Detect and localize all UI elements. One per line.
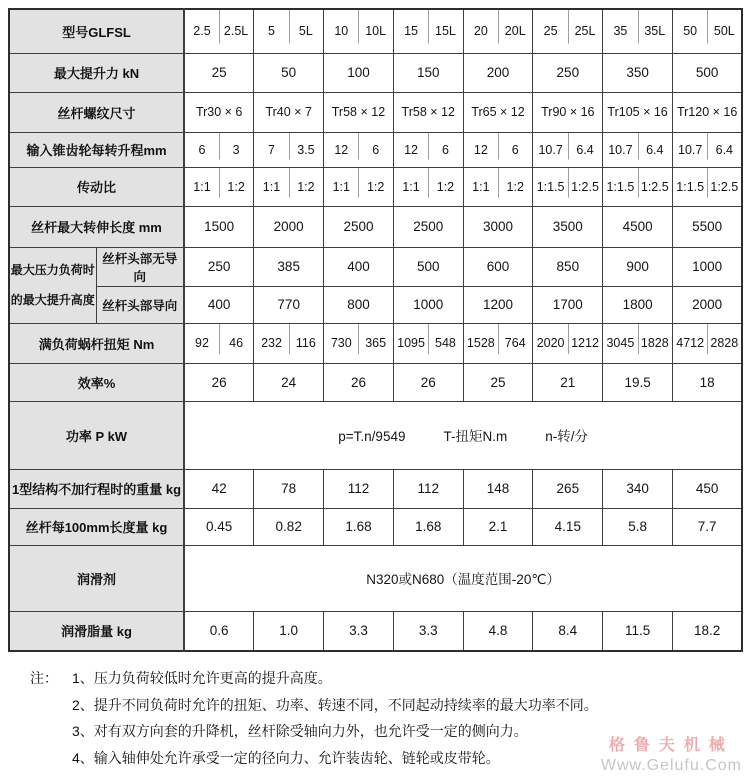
note-text-4: 4、输入轴伸处允许承受一定的径向力、允许装齿轮、链轮或皮带轮。 <box>72 749 500 766</box>
row-label-lubricant: 润滑剂 <box>9 545 184 611</box>
row-label-efficiency: 效率% <box>9 363 184 401</box>
cell-max-lift-force-2: 100 <box>324 53 394 92</box>
watermark-brand: 格鲁夫机械 <box>608 737 734 754</box>
row-worm-torque <box>9 323 742 363</box>
cell-thread-size-7: Tr120 × 16 <box>672 92 742 132</box>
cell-ratio-0: 1:1 <box>184 167 219 206</box>
cell-height-guided-0: 400 <box>184 286 254 323</box>
cell-ratio-14: 1:1.5 <box>672 167 707 206</box>
cell-height-guided-5: 1700 <box>533 286 603 323</box>
row-max-extend <box>9 206 742 247</box>
cell-worm-torque-9: 764 <box>498 323 533 363</box>
cell-max-lift-force-5: 250 <box>533 53 603 92</box>
row-screw-weight-per-100mm <box>9 508 742 545</box>
cell-lift-per-rev-14: 10.7 <box>672 132 707 167</box>
cell-max-lift-force-4: 200 <box>463 53 533 92</box>
model-50L: 50L <box>707 9 742 53</box>
cell-worm-torque-3: 116 <box>289 323 324 363</box>
cell-efficiency-6: 19.5 <box>603 363 673 401</box>
power-segment: T-扭矩N.m <box>443 429 508 444</box>
power-segment: p=T.n/9549 <box>338 429 406 444</box>
cell-power <box>184 401 742 469</box>
notes-prefix: 注： <box>30 670 58 686</box>
cell-screw-weight-per-100mm-2: 1.68 <box>324 508 394 545</box>
row-weight-no-stroke <box>9 469 742 508</box>
row-height-guided <box>9 286 742 323</box>
cell-worm-torque-8: 1528 <box>463 323 498 363</box>
cell-height-unguided-6: 900 <box>603 247 673 286</box>
model-25L: 25L <box>568 9 603 53</box>
cell-height-guided-2: 800 <box>324 286 394 323</box>
sub-label-height-guided: 丝杆头部导向 <box>96 286 184 323</box>
cell-height-unguided-2: 400 <box>324 247 394 286</box>
cell-weight-no-stroke-0: 42 <box>184 469 254 508</box>
cell-worm-torque-7: 548 <box>428 323 463 363</box>
group-label-height-unguided: 最大压力负荷时的最大提升高度 <box>9 247 96 323</box>
cell-lift-per-rev-15: 6.4 <box>707 132 742 167</box>
cell-worm-torque-0: 92 <box>184 323 219 363</box>
cell-lift-per-rev-5: 6 <box>358 132 393 167</box>
cell-height-guided-3: 1000 <box>393 286 463 323</box>
cell-thread-size-5: Tr90 × 16 <box>533 92 603 132</box>
cell-ratio-1: 1:2 <box>219 167 254 206</box>
spec-table <box>8 8 743 652</box>
cell-ratio-3: 1:2 <box>289 167 324 206</box>
spec-sheet <box>0 8 750 774</box>
watermark <box>601 736 742 776</box>
cell-thread-size-3: Tr58 × 12 <box>393 92 463 132</box>
model-25: 25 <box>533 9 568 53</box>
cell-weight-no-stroke-6: 340 <box>603 469 673 508</box>
cell-max-extend-4: 3000 <box>463 206 533 247</box>
row-label-worm-torque: 满负荷蜗杆扭矩 Nm <box>9 323 184 363</box>
cell-grease-amount-5: 8.4 <box>533 611 603 651</box>
lubricant-segment: N320或N680（温度范围-20℃） <box>366 572 560 587</box>
cell-grease-amount-0: 0.6 <box>184 611 254 651</box>
row-label-weight-no-stroke: 1型结构不加行程时的重量 kg <box>9 469 184 508</box>
cell-lift-per-rev-7: 6 <box>428 132 463 167</box>
cell-max-extend-1: 2000 <box>254 206 324 247</box>
cell-height-unguided-7: 1000 <box>672 247 742 286</box>
cell-max-extend-7: 5500 <box>672 206 742 247</box>
row-label-grease-amount: 润滑脂量 kg <box>9 611 184 651</box>
row-lubricant <box>9 545 742 611</box>
cell-lift-per-rev-8: 12 <box>463 132 498 167</box>
cell-ratio-9: 1:2 <box>498 167 533 206</box>
power-segment: n-转/分 <box>545 429 588 444</box>
model-2.5: 2.5 <box>184 9 219 53</box>
cell-weight-no-stroke-7: 450 <box>672 469 742 508</box>
cell-efficiency-3: 26 <box>393 363 463 401</box>
cell-grease-amount-1: 1.0 <box>254 611 324 651</box>
cell-ratio-5: 1:2 <box>358 167 393 206</box>
model-50: 50 <box>672 9 707 53</box>
cell-worm-torque-14: 4712 <box>672 323 707 363</box>
row-label-max-extend: 丝杆最大转伸长度 mm <box>9 206 184 247</box>
cell-lift-per-rev-6: 12 <box>393 132 428 167</box>
cell-max-lift-force-1: 50 <box>254 53 324 92</box>
model-5: 5 <box>254 9 289 53</box>
cell-ratio-8: 1:1 <box>463 167 498 206</box>
cell-lift-per-rev-1: 3 <box>219 132 254 167</box>
cell-max-lift-force-6: 350 <box>603 53 673 92</box>
cell-worm-torque-10: 2020 <box>533 323 568 363</box>
cell-height-unguided-5: 850 <box>533 247 603 286</box>
cell-lift-per-rev-3: 3.5 <box>289 132 324 167</box>
cell-lift-per-rev-4: 12 <box>324 132 359 167</box>
row-ratio <box>9 167 742 206</box>
cell-max-extend-5: 3500 <box>533 206 603 247</box>
row-label-models: 型号GLFSL <box>9 9 184 53</box>
cell-lift-per-rev-9: 6 <box>498 132 533 167</box>
cell-thread-size-2: Tr58 × 12 <box>324 92 394 132</box>
cell-thread-size-6: Tr105 × 16 <box>603 92 673 132</box>
cell-max-extend-3: 2500 <box>393 206 463 247</box>
cell-worm-torque-4: 730 <box>324 323 359 363</box>
cell-lubricant <box>184 545 742 611</box>
cell-screw-weight-per-100mm-4: 2.1 <box>463 508 533 545</box>
cell-height-guided-6: 1800 <box>603 286 673 323</box>
row-efficiency <box>9 363 742 401</box>
cell-worm-torque-5: 365 <box>358 323 393 363</box>
cell-efficiency-7: 18 <box>672 363 742 401</box>
cell-weight-no-stroke-3: 112 <box>393 469 463 508</box>
cell-worm-torque-11: 1212 <box>568 323 603 363</box>
cell-ratio-13: 1:2.5 <box>638 167 673 206</box>
spec-table-body <box>9 9 742 651</box>
model-35L: 35L <box>638 9 673 53</box>
cell-grease-amount-3: 3.3 <box>393 611 463 651</box>
cell-height-unguided-4: 600 <box>463 247 533 286</box>
cell-grease-amount-2: 3.3 <box>324 611 394 651</box>
note-text-1: 1、压力负荷较低时允许更高的提升高度。 <box>72 670 332 686</box>
cell-efficiency-5: 21 <box>533 363 603 401</box>
cell-grease-amount-7: 18.2 <box>672 611 742 651</box>
cell-weight-no-stroke-1: 78 <box>254 469 324 508</box>
cell-max-extend-2: 2500 <box>324 206 394 247</box>
row-thread-size <box>9 92 742 132</box>
cell-thread-size-0: Tr30 × 6 <box>184 92 254 132</box>
cell-lift-per-rev-0: 6 <box>184 132 219 167</box>
cell-lift-per-rev-11: 6.4 <box>568 132 603 167</box>
row-label-power: 功率 P kW <box>9 401 184 469</box>
note-line-2 <box>30 692 750 719</box>
model-35: 35 <box>603 9 638 53</box>
cell-lift-per-rev-13: 6.4 <box>638 132 673 167</box>
cell-thread-size-1: Tr40 × 7 <box>254 92 324 132</box>
cell-height-guided-1: 770 <box>254 286 324 323</box>
cell-height-unguided-1: 385 <box>254 247 324 286</box>
cell-thread-size-4: Tr65 × 12 <box>463 92 533 132</box>
cell-screw-weight-per-100mm-5: 4.15 <box>533 508 603 545</box>
model-20: 20 <box>463 9 498 53</box>
model-15: 15 <box>393 9 428 53</box>
cell-ratio-12: 1:1.5 <box>603 167 638 206</box>
model-15L: 15L <box>428 9 463 53</box>
cell-weight-no-stroke-4: 148 <box>463 469 533 508</box>
row-label-thread-size: 丝杆螺纹尺寸 <box>9 92 184 132</box>
model-20L: 20L <box>498 9 533 53</box>
cell-worm-torque-12: 3045 <box>603 323 638 363</box>
cell-lift-per-rev-2: 7 <box>254 132 289 167</box>
cell-max-extend-0: 1500 <box>184 206 254 247</box>
sub-label-height-unguided: 丝杆头部无导向 <box>96 247 184 286</box>
cell-weight-no-stroke-2: 112 <box>324 469 394 508</box>
cell-ratio-11: 1:2.5 <box>568 167 603 206</box>
cell-screw-weight-per-100mm-1: 0.82 <box>254 508 324 545</box>
cell-efficiency-2: 26 <box>324 363 394 401</box>
row-grease-amount <box>9 611 742 651</box>
cell-worm-torque-1: 46 <box>219 323 254 363</box>
cell-worm-torque-6: 1095 <box>393 323 428 363</box>
cell-efficiency-1: 24 <box>254 363 324 401</box>
cell-max-lift-force-3: 150 <box>393 53 463 92</box>
cell-weight-no-stroke-5: 265 <box>533 469 603 508</box>
note-line-1 <box>30 665 750 692</box>
cell-height-unguided-3: 500 <box>393 247 463 286</box>
row-label-max-lift-force: 最大提升力 kN <box>9 53 184 92</box>
cell-height-guided-7: 2000 <box>672 286 742 323</box>
cell-worm-torque-2: 232 <box>254 323 289 363</box>
row-label-lift-per-rev: 输入锥齿轮每转升程mm <box>9 132 184 167</box>
cell-ratio-10: 1:1.5 <box>533 167 568 206</box>
cell-screw-weight-per-100mm-0: 0.45 <box>184 508 254 545</box>
row-label-screw-weight-per-100mm: 丝杆每100mm长度量 kg <box>9 508 184 545</box>
cell-max-extend-6: 4500 <box>603 206 673 247</box>
cell-worm-torque-13: 1828 <box>638 323 673 363</box>
cell-ratio-7: 1:2 <box>428 167 463 206</box>
cell-ratio-2: 1:1 <box>254 167 289 206</box>
row-power <box>9 401 742 469</box>
note-text-3: 3、对有双方向套的升降机，丝杆除受轴向力外，也允许受一定的侧向力。 <box>72 723 528 739</box>
cell-grease-amount-6: 11.5 <box>603 611 673 651</box>
row-lift-per-rev <box>9 132 742 167</box>
cell-worm-torque-15: 2828 <box>707 323 742 363</box>
cell-ratio-15: 1:2.5 <box>707 167 742 206</box>
cell-screw-weight-per-100mm-6: 5.8 <box>603 508 673 545</box>
model-10L: 10L <box>358 9 393 53</box>
model-2.5L: 2.5L <box>219 9 254 53</box>
model-10: 10 <box>324 9 359 53</box>
cell-ratio-4: 1:1 <box>324 167 359 206</box>
row-max-lift-force <box>9 53 742 92</box>
cell-screw-weight-per-100mm-3: 1.68 <box>393 508 463 545</box>
watermark-url: Www.Gelufu.Com <box>600 757 742 774</box>
cell-lift-per-rev-12: 10.7 <box>603 132 638 167</box>
cell-height-unguided-0: 250 <box>184 247 254 286</box>
model-5L: 5L <box>289 9 324 53</box>
cell-efficiency-4: 25 <box>463 363 533 401</box>
row-label-ratio: 传动比 <box>9 167 184 206</box>
note-text-2: 2、提升不同负荷时允许的扭矩、功率、转速不同，不同起动持续率的最大功率不同。 <box>72 696 598 713</box>
cell-ratio-6: 1:1 <box>393 167 428 206</box>
row-height-unguided <box>9 247 742 286</box>
cell-lift-per-rev-10: 10.7 <box>533 132 568 167</box>
cell-screw-weight-per-100mm-7: 7.7 <box>672 508 742 545</box>
cell-max-lift-force-0: 25 <box>184 53 254 92</box>
cell-grease-amount-4: 4.8 <box>463 611 533 651</box>
cell-height-guided-4: 1200 <box>463 286 533 323</box>
row-models <box>9 9 742 53</box>
cell-max-lift-force-7: 500 <box>672 53 742 92</box>
cell-efficiency-0: 26 <box>184 363 254 401</box>
